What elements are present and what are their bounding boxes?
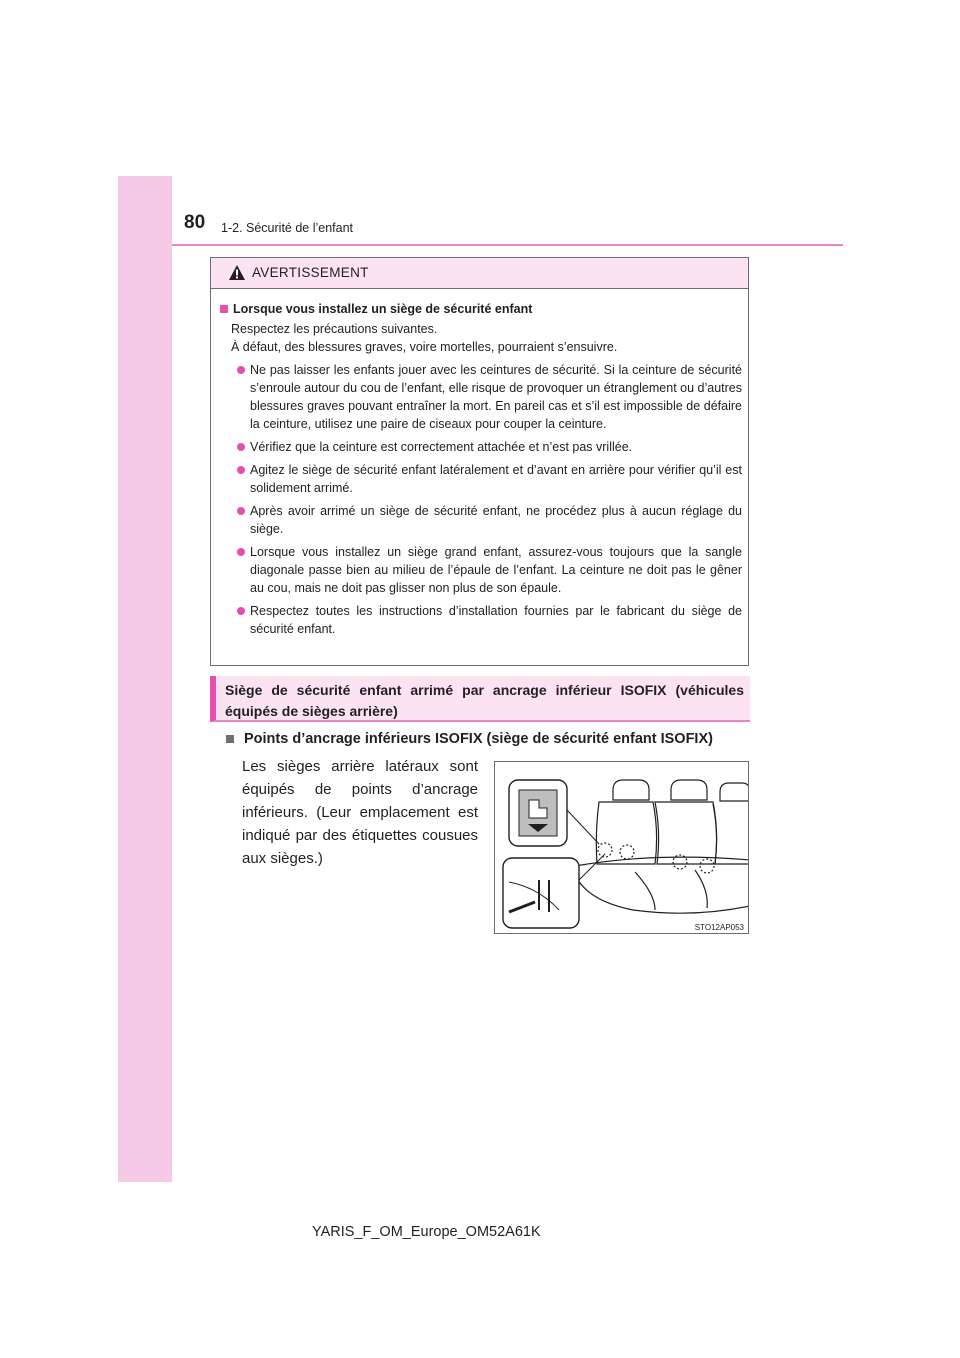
warning-list	[220, 361, 742, 638]
warning-subheading	[220, 300, 742, 318]
warning-list-item: Après avoir arrimé un siège de sécurité enfant, ne procédez plus à aucun réglage du siège.	[220, 502, 742, 538]
body-paragraph: Les sièges arrière latéraux sont équipés de points d’ancrage inférieurs. (Leur emplacement est indiqué par des étiquettes cousues aux sièges.)	[242, 758, 478, 867]
warning-box	[210, 257, 749, 666]
warning-subheading-text: Lorsque vous installez un siège de sécurité enfant	[233, 302, 533, 316]
figure-code: STO12AP053	[694, 923, 744, 932]
warning-header	[211, 258, 748, 289]
side-strip	[118, 176, 172, 1182]
warning-list-item: Ne pas laisser les enfants jouer avec les ceintures de sécurité. Si la ceinture de sécurité s’enroule autour du cou de l’enfant, elle risque de provoquer un étranglement ou d’autres blessures graves pouvant entraîner la mort. En pareil cas et s’il est impossible de défaire la ceinture, utilisez une paire de ciseaux pour couper la ceinture.	[220, 361, 742, 433]
warning-intro-line: À défaut, des blessures graves, voire mortelles, pourraient s’ensuivre.	[231, 340, 618, 354]
warning-list-item: Lorsque vous installez un siège grand enfant, assurez-vous toujours que la sangle diagonale passe bien au milieu de l’épaule de l’enfant. La ceinture ne doit pas le gêner au cou, mais ne doit pas glisser non plus de son épaule.	[220, 543, 742, 597]
points-heading	[226, 731, 713, 747]
warning-list-item: Agitez le siège de sécurité enfant latéralement et d’avant en arrière pour vérifier qu’il est solidement arrimé.	[220, 461, 742, 497]
rear-seat-drawing	[495, 762, 749, 934]
footer-doc-code: YARIS_F_OM_Europe_OM52A61K	[312, 1224, 541, 1240]
square-bullet-icon	[226, 735, 234, 743]
section-heading-band	[210, 676, 750, 722]
warning-triangle-icon	[228, 264, 246, 281]
header-rule	[172, 244, 843, 246]
warning-intro	[220, 320, 742, 356]
warning-list-item: Vérifiez que la ceinture est correctement attachée et n’est pas vrillée.	[220, 438, 742, 456]
square-bullet-icon	[220, 305, 228, 313]
isofix-seat-illustration	[494, 761, 749, 934]
warning-intro-line: Respectez les précautions suivantes.	[231, 322, 438, 336]
page-number: 80	[184, 212, 206, 233]
section-title: 1-2. Sécurité de l’enfant	[221, 221, 354, 235]
warning-body	[211, 289, 748, 638]
warning-list-item: Respectez toutes les instructions d’installation fournies par le fabricant du siège de sécurité enfant.	[220, 602, 742, 638]
points-heading-text: Points d’ancrage inférieurs ISOFIX (siège de sécurité enfant ISOFIX)	[244, 731, 713, 747]
warning-title: AVERTISSEMENT	[252, 265, 369, 280]
section-heading: Siège de sécurité enfant arrimé par ancrage inférieur ISOFIX (véhicules équipés de sièges arrière)	[225, 682, 744, 719]
